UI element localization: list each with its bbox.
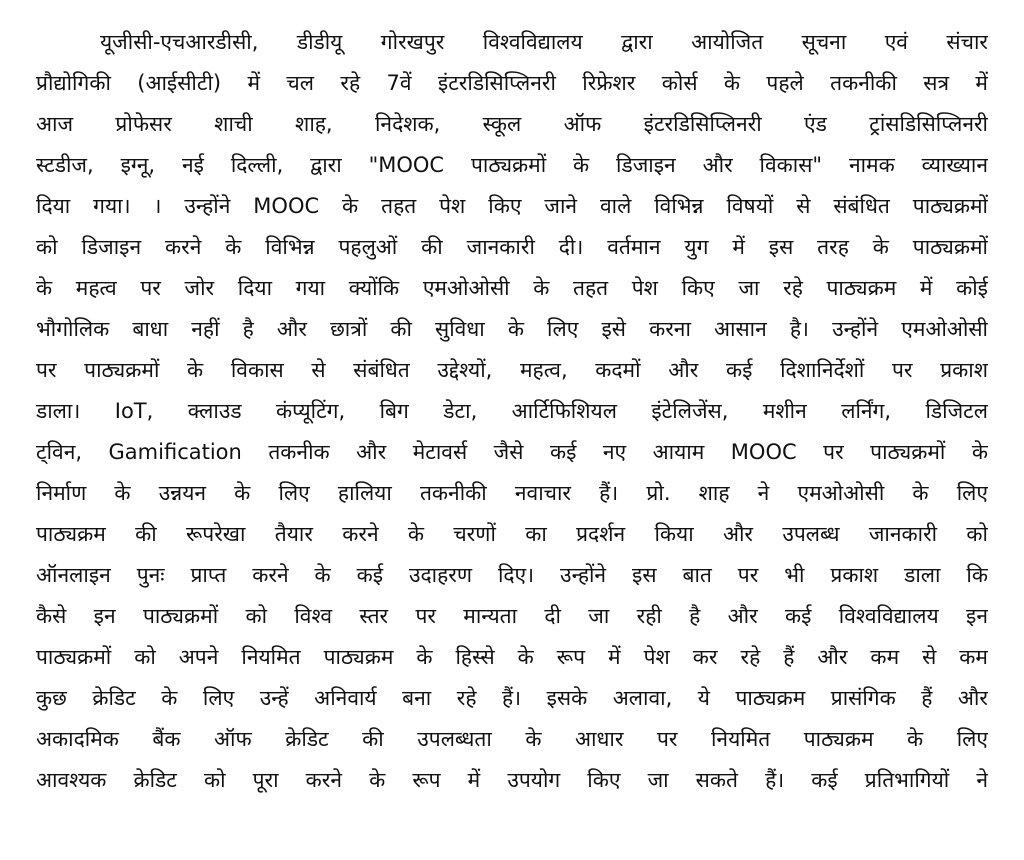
paragraph-line: स्टडीज, इग्नू, नई दिल्ली, द्वारा "MOOC पाठ्यक्रमों के डिजाइन और विकास" नामक व्याख्यान (36, 153, 988, 177)
paragraph-line: अकादमिक बैंक ऑफ क्रेडिट की उपलब्धता के आधार पर नियमित पाठ्यक्रम के लिए (36, 727, 988, 751)
paragraph-line: यूजीसी-एचआरडीसी, डीडीयू गोरखपुर विश्वविद्यालय द्वारा आयोजित सूचना एवं संचार (100, 30, 988, 54)
paragraph-line: कुछ क्रेडिट के लिए उन्हें अनिवार्य बना रहे हैं। इसके अलावा, ये पाठ्यक्रम प्रासंगिक हैं और (36, 686, 988, 710)
paragraph-line: पाठ्यक्रमों को अपने नियमित पाठ्यक्रम के हिस्से के रूप में पेश कर रहे हैं और कम से कम (36, 645, 988, 669)
paragraph-line: प्रौद्योगिकी (आईसीटी) में चल रहे 7वें इंटरडिसिप्लिनरी रिफ्रेशर कोर्स के पहले तकनीकी सत्र में (36, 71, 988, 95)
paragraph-line: को डिजाइन करने के विभिन्न पहलुओं की जानकारी दी। वर्तमान युग में इस तरह के पाठ्यक्रमों (36, 235, 988, 259)
paragraph-line: के महत्व पर जोर दिया गया क्योंकि एमओओसी के तहत पेश किए जा रहे पाठ्यक्रम में कोई (36, 276, 988, 300)
paragraph-line: ऑनलाइन पुनः प्राप्त करने के कई उदाहरण दिए। उन्होंने इस बात पर भी प्रकाश डाला कि (36, 563, 988, 587)
paragraph-line: पर पाठ्यक्रमों के विकास से संबंधित उद्देश्यों, महत्व, कदमों और कई दिशानिर्देशों पर प्रकाश (36, 358, 988, 382)
paragraph-line: डाला। IoT, क्लाउड कंप्यूटिंग, बिग डेटा, आर्टिफिशियल इंटेलिजेंस, मशीन लर्निंग, डिजिटल (36, 399, 988, 423)
paragraph-line: पाठ्यक्रम की रूपरेखा तैयार करने के चरणों का प्रदर्शन किया और उपलब्ध जानकारी को (36, 522, 988, 546)
paragraph-line: निर्माण के उन्नयन के लिए हालिया तकनीकी नवाचार हैं। प्रो. शाह ने एमओओसी के लिए (36, 481, 988, 505)
paragraph-line: आज प्रोफेसर शाची शाह, निदेशक, स्कूल ऑफ इंटरडिसिप्लिनरी एंड ट्रांसडिसिप्लिनरी (36, 112, 988, 136)
paragraph-line: आवश्यक क्रेडिट को पूरा करने के रूप में उपयोग किए जा सकते हैं। कई प्रतिभागियों ने (36, 768, 988, 792)
paragraph-line: दिया गया। । उन्होंने MOOC के तहत पेश किए जाने वाले विभिन्न विषयों से संबंधित पाठ्यक्रमों (36, 194, 988, 218)
paragraph-line: कैसे इन पाठ्यक्रमों को विश्व स्तर पर मान्यता दी जा रही है और कई विश्वविद्यालय इन (36, 604, 988, 628)
paragraph-line: भौगोलिक बाधा नहीं है और छात्रों की सुविधा के लिए इसे करना आसान है। उन्होंने एमओओसी (36, 317, 988, 341)
paragraph-line: ट्विन, Gamification तकनीक और मेटावर्स जैसे कई नए आयाम MOOC पर पाठ्यक्रमों के (36, 440, 988, 464)
